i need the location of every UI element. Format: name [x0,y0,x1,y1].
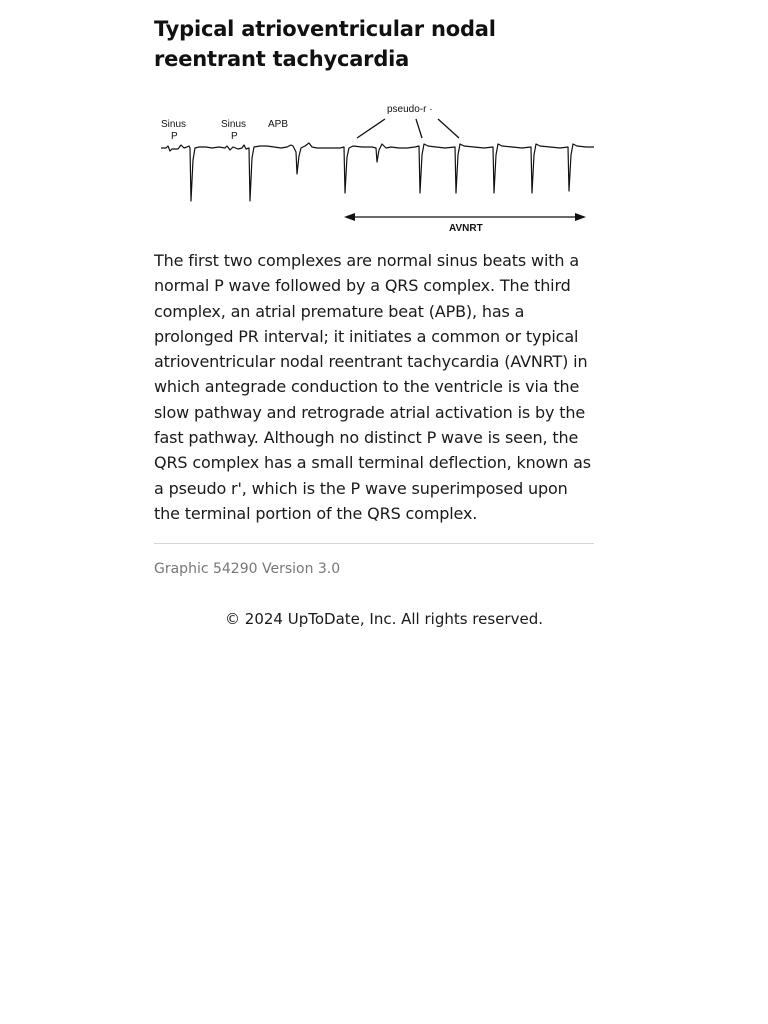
sinus-label-1: Sinus [161,119,187,130]
pointer-line [357,119,385,138]
graphic-version: Graphic 54290 Version 3.0 [154,561,341,578]
apb-label: APB [268,119,289,130]
page-title: Typical atrioventricular nodal reentrant tachycardia [154,17,496,71]
ecg-figure [154,100,594,240]
avnrt-label: AVNRT [449,223,483,234]
pseudo-r-pointers [357,119,459,138]
p-label-2: P [231,131,238,142]
copyright-notice: © 2024 UpToDate, Inc. All rights reserved. [225,610,543,628]
divider [154,543,594,544]
avnrt-span-arrow [344,213,586,221]
figure-caption: The first two complexes are normal sinus beats with a normal P wave followed by a QRS complex. The third complex, an atrial premature beat (APB), has a prolonged PR interval; it initiates a common or typical atrioventricular nodal reentrant tachycardia (AVNRT) in which antegrade conduction to the ventricle is via the slow pathway and retrograde atrial activation is by the fast pathway. Although no distinct P wave is seen, the QRS complex has a small terminal deflection, known as a pseudo r', which is the P wave superimposed upon the terminal portion of the QRS complex. [154,251,591,523]
ecg-trace [161,143,594,201]
pointer-line [438,119,459,138]
p-label-1: P [171,131,178,142]
pseudo-r-label: pseudo-r · [387,104,433,115]
pointer-line [416,119,422,138]
sinus-label-2: Sinus [221,119,247,130]
ecg-tracing-image [154,100,594,240]
graphic-content [154,14,594,579]
